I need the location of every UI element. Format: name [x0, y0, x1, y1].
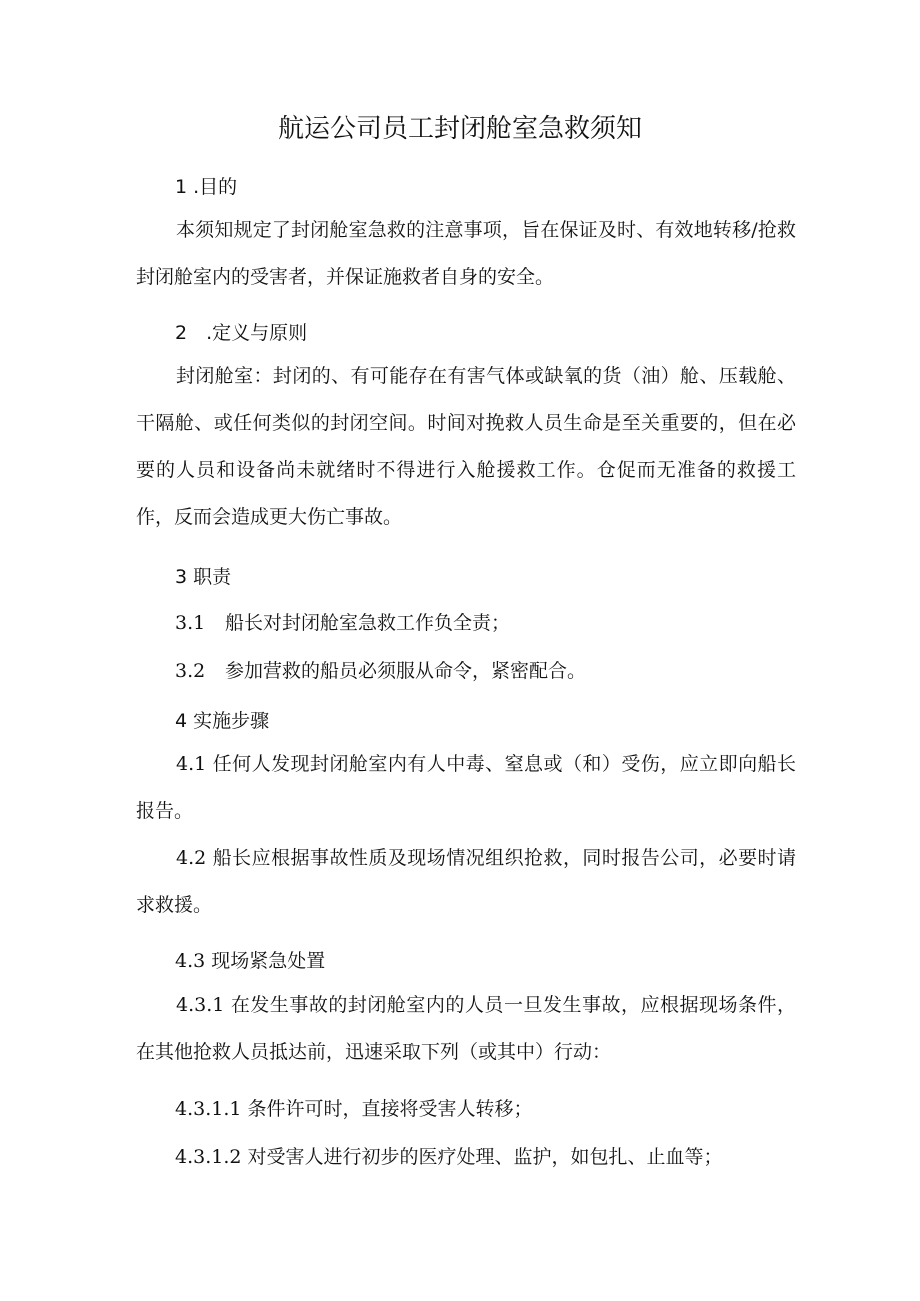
section-heading-definition: 2 .定义与原则 [175, 322, 308, 344]
section-body-purpose: 本须知规定了封闭舱室急救的注意事项，旨在保证及时、有效地转移/抢救封闭舱室内的受害者，并保证施救者自身的安全。 [136, 219, 796, 288]
duty-item-text: 船长对封闭舱室急救工作负全责； [225, 612, 511, 634]
duty-item-number: 3.1 [175, 612, 206, 634]
step-4-3-heading: 4.3 现场紧急处置 [175, 950, 326, 972]
step-4-3-1-1: 4.3.1.1 条件许可时，直接将受害人转移； [175, 1098, 533, 1120]
duty-item [175, 608, 510, 635]
section-heading-purpose: 1 .目的 [175, 176, 238, 198]
section-heading-steps: 4 实施步骤 [175, 710, 270, 732]
section-heading-duties: 3 职责 [175, 566, 232, 588]
step-4-2: 4.2 船长应根据事故性质及现场情况组织抢救，同时报告公司，必要时请求救援。 [136, 847, 796, 916]
document-title: 航运公司员工封闭舱室急救须知 [277, 114, 642, 144]
step-4-3-1-2: 4.3.1.2 对受害人进行初步的医疗处理、监护，如包扎、止血等； [175, 1146, 723, 1168]
duty-item-number: 3.2 [175, 660, 206, 682]
duty-item [175, 656, 586, 683]
section-body-definition: 封闭舱室：封闭的、有可能存在有害气体或缺氧的货（油）舱、压载舱、干隔舱、或任何类似的封闭空间。时间对挽救人员生命是至关重要的，但在必要的人员和设备尚未就绪时不得进行入舱援救工作。仓促而无准备的救援工作，反而会造成更大伤亡事故。 [136, 365, 796, 528]
step-4-3-1: 4.3.1 在发生事故的封闭舱室内的人员一旦发生事故，应根据现场条件，在其他抢救人员抵达前，迅速采取下列（或其中）行动： [136, 994, 796, 1063]
step-4-1: 4.1 任何人发现封闭舱室内有人中毒、窒息或（和）受伤，应立即向船长报告。 [136, 753, 796, 822]
duty-item-text: 参加营救的船员必须服从命令，紧密配合。 [225, 660, 587, 682]
